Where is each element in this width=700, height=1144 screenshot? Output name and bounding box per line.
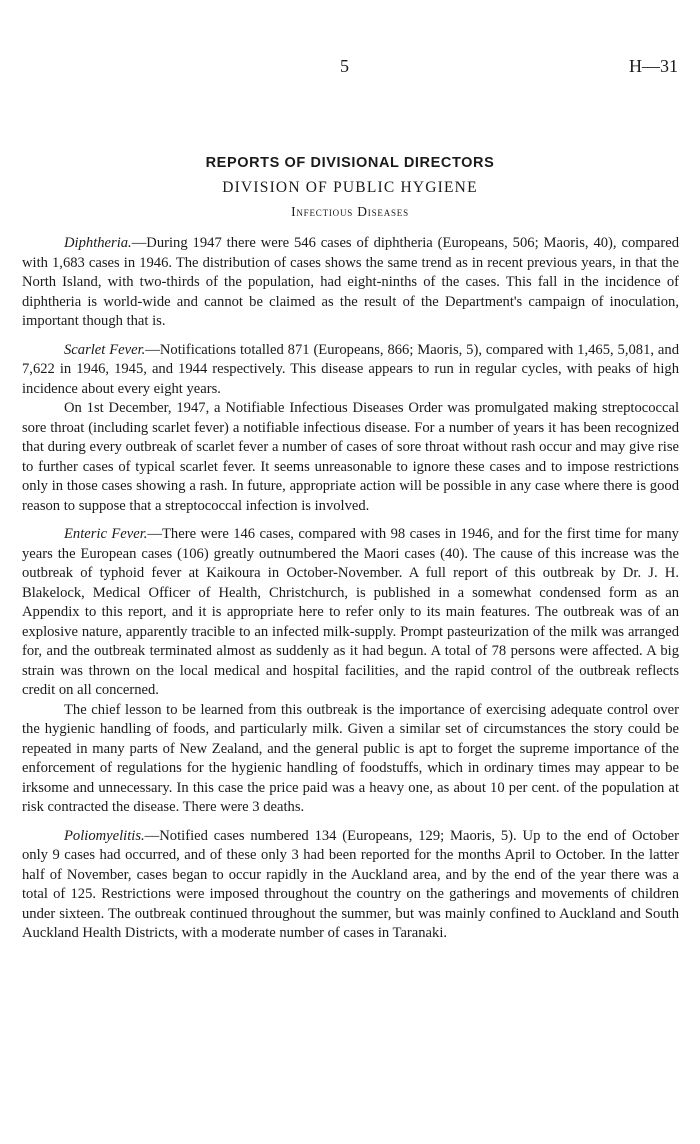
paragraph-text: —During 1947 there were 546 cases of diphtheria (Europeans, 506; Maoris, 40), compared with 1,683 cases in 1946. The distribution of cases shows the same trend as in recent previous years, in that the North Island, with two-thirds of the population, had eight-ninths of the cases. This fall in the incidence of diphtheria is world-wide and cannot be claimed as the result of the Department's campaign of inoculation, important though that is.: [22, 235, 679, 329]
paragraph-lead: Enteric Fever.: [64, 526, 148, 542]
paragraph-text: On 1st December, 1947, a Notifiable Infectious Diseases Order was promulgated making streptococcal sore throat (including scarlet fever) a notifiable infectious disease. For a number of years it has been recognized that during every outbreak of scarlet fever a number of cases of sore throat without rash occur and may give rise to further cases of typical scarlet fever. It seems unreasonable to ignore these cases and to impose restrictions only in those cases showing a rash. In future, appropriate action will be possible in any case where there is good reason to suppose that a streptococcal infection is involved.: [22, 400, 679, 514]
paragraph-chief-lesson: [22, 701, 679, 818]
paragraph-lead: Scarlet Fever.: [64, 341, 146, 358]
report-title: REPORTS OF DIVISIONAL DIRECTORS: [205, 155, 495, 171]
paragraph-text: —Notified cases numbered 134 (Europeans, 129; Maoris, 5). Up to the end of October only 9 cases had occurred, and of these only 3 had been reported for the months April to October. In the latter half of November, cases began to occur rapidly in the Auckland area, and by the end of the year there was a total of 125. Restrictions were imposed throughout the country on the gatherings and movements of children under sixteen. The outbreak continued throughout the summer, but was mainly confined to Auckland and South Auckland Health Districts, with a moderate number of cases in Taranaki.: [22, 827, 679, 941]
heading-block: [0, 152, 700, 222]
page-number: 5: [340, 56, 349, 76]
document-code: H—31: [629, 56, 678, 76]
paragraph-text: —Notifications totalled 871 (Europeans, 866; Maoris, 5), compared with 1,465, 5,081, and 7,622 in 1946, 1945, and 1944 respectively. This disease appears to run in regular cycles, with peaks of high incidence about every eight years.: [22, 341, 679, 397]
division-title: DIVISION OF PUBLIC HYGIENE: [222, 179, 478, 196]
page-header: [0, 56, 700, 80]
paragraph-lead: Diphtheria.: [64, 235, 132, 251]
paragraph-notifiable-order: [22, 399, 679, 516]
paragraph-diphtheria: [22, 234, 679, 332]
paragraph-scarlet-fever: [22, 341, 679, 400]
paragraph-enteric-fever: [22, 525, 679, 701]
report-body: [22, 234, 679, 944]
section-title: Infectious Diseases: [291, 204, 409, 219]
paragraph-text: —There were 146 cases, compared with 98 cases in 1946, and for the first time for many years the European cases (106) greatly outnumbered the Maori cases (40). The cause of this increase was the outbreak of typhoid fever at Kaikoura in October-November. A full report of this outbreak by Dr. J. H. Blakelock, Medical Officer of Health, Christchurch, is published in a somewhat condensed form as an Appendix to this report, and it is appropriate here to refer only to its main features. The outbreak was of an explosive nature, apparently tracible to an infected milk-supply. Prompt pasteurization of the milk was arranged for, and the outbreak terminated almost as suddenly as it had begun. A total of 78 persons were affected. A big strain was thrown on the local medical and hospital facilities, and the rapid control of the outbreak reflects credit on all concerned.: [22, 526, 679, 698]
paragraph-text: The chief lesson to be learned from this outbreak is the importance of exercising adequate control over the hygienic handling of foods, and particularly milk. Given a similar set of circumstances the story could be repeated in many parts of New Zealand, and the general public is apt to forget the supreme importance of the enforcement of regulations for the hygienic handling of foodstuffs, which in ordinary times may appear to be irksome and unnecessary. In this case the price paid was a heavy one, as about 10 per cent. of the population at risk contracted the disease. There were 3 deaths.: [22, 701, 679, 815]
paragraph-poliomyelitis: [22, 827, 679, 944]
paragraph-lead: Poliomyelitis.: [64, 827, 145, 844]
